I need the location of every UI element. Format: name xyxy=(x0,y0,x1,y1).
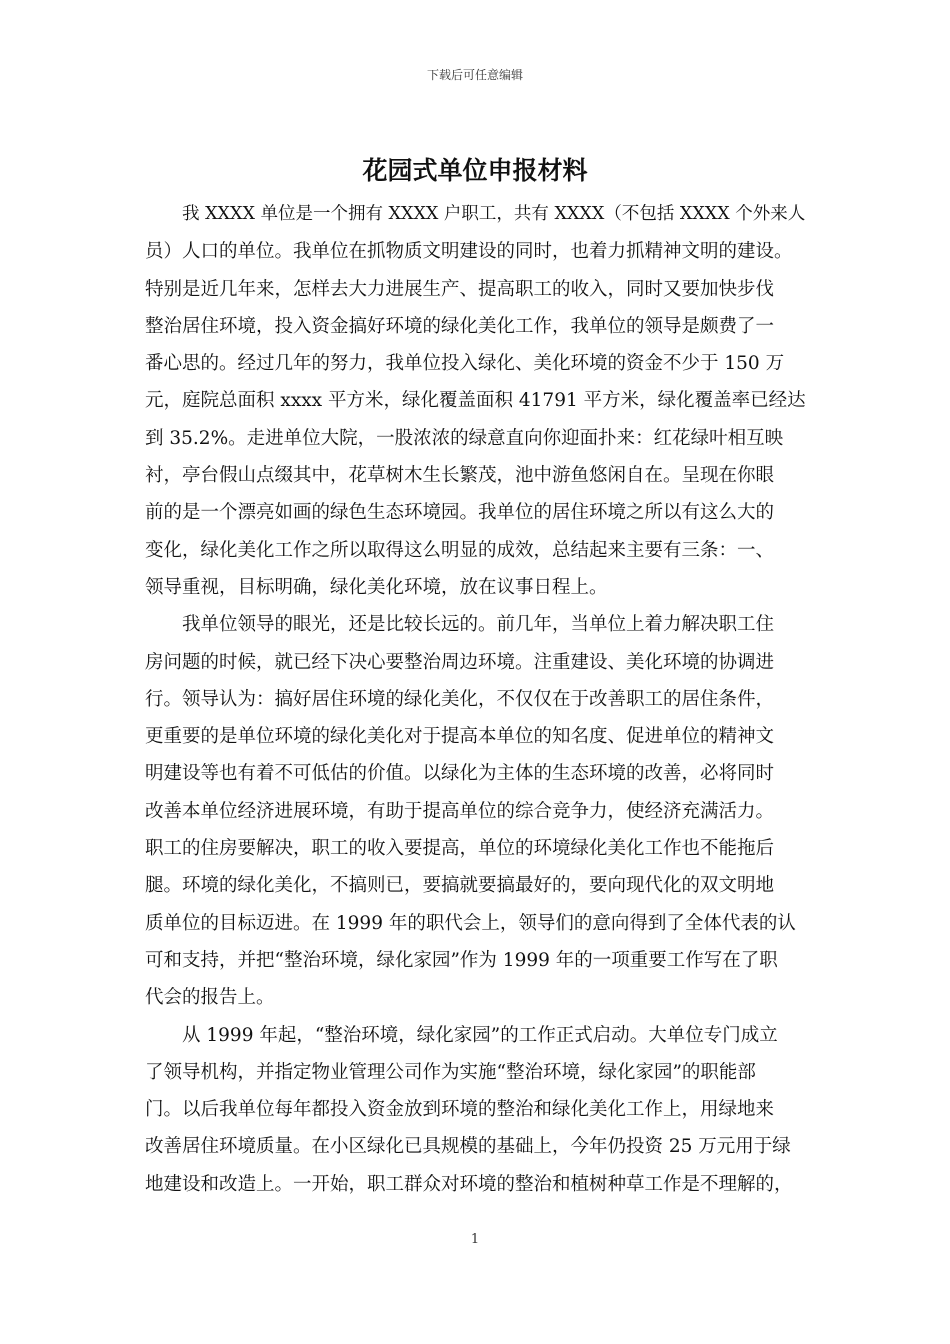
text-line: 行。领导认为：搞好居住环境的绿化美化，不仅仅在于改善职工的居住条件， xyxy=(145,688,775,710)
text-line: 代会的报告上。 xyxy=(145,987,275,1009)
text-line: 质单位的目标迈进。在 1999 年的职代会上，领导们的意向得到了全体代表的认 xyxy=(145,912,796,934)
text-line: 到 35.2%。走进单位大院，一股浓浓的绿意直向你迎面扑来：红花绿叶相互映 xyxy=(145,427,784,449)
text-line: 领导重视，目标明确，绿化美化环境，放在议事日程上。 xyxy=(145,576,608,598)
text-line: 地建设和改造上。一开始，职工群众对环境的整治和植树种草工作是不理解的， xyxy=(145,1173,793,1195)
document-title: 花园式单位申报材料 xyxy=(362,156,588,185)
text-line: 更重要的是单位环境的绿化美化对于提高本单位的知名度、促进单位的精神文 xyxy=(145,726,775,748)
paragraph-2 xyxy=(145,606,810,1016)
text-line: 改善居住环境质量。在小区绿化已具规模的基础上，今年仍投资 25 万元用于绿 xyxy=(145,1136,791,1158)
text-line: 我 XXXX 单位是一个拥有 XXXX 户职工，共有 XXXX（不包括 XXXX 个外来人 xyxy=(182,204,806,224)
text-line: 番心思的。经过几年的努力，我单位投入绿化、美化环境的资金不少于 150 万 xyxy=(145,353,785,375)
page-number: 1 xyxy=(470,1232,480,1247)
text-line: 从 1999 年起，“整治环境，绿化家园”的工作正式启动。大单位专门成立 xyxy=(182,1024,778,1046)
text-line: 衬，亭台假山点缀其中，花草树木生长繁茂，池中游鱼悠闲自在。呈现在你眼 xyxy=(145,465,775,487)
text-line: 明建设等也有着不可低估的价值。以绿化为主体的生态环境的改善，必将同时 xyxy=(145,763,775,785)
text-line: 了领导机构，并指定物业管理公司作为实施“整治环境，绿化家园”的职能部 xyxy=(145,1061,756,1083)
paragraph-1 xyxy=(145,196,810,606)
text-line: 员）人口的单位。我单位在抓物质文明建设的同时，也着力抓精神文明的建设。 xyxy=(145,241,793,263)
page-header: 下载后可任意编辑 xyxy=(426,68,523,82)
text-line: 变化，绿化美化工作之所以取得这么明显的成效，总结起来主要有三条：一、 xyxy=(145,539,775,561)
text-line: 门。以后我单位每年都投入资金放到环境的整治和绿化美化工作上，用绿地来 xyxy=(145,1099,775,1121)
text-line: 特别是近几年来，怎样去大力进展生产、提高职工的收入，同时又要加快步伐 xyxy=(145,278,775,300)
document-body xyxy=(145,196,810,1203)
text-line: 前的是一个漂亮如画的绿色生态环境园。我单位的居住环境之所以有这么大的 xyxy=(145,502,775,524)
text-line: 我单位领导的眼光，还是比较长远的。前几年，当单位上着力解决职工住 xyxy=(182,614,775,636)
text-line: 可和支持，并把“整治环境，绿化家园”作为 1999 年的一项重要工作写在了职 xyxy=(145,949,778,971)
text-line: 腿。环境的绿化美化，不搞则已，要搞就要搞最好的，要向现代化的双文明地 xyxy=(145,875,775,897)
text-line: 改善本单位经济进展环境，有助于提高单位的综合竞争力，使经济充满活力。 xyxy=(145,800,775,822)
text-line: 房问题的时候，就已经下决心要整治周边环境。注重建设、美化环境的协调进 xyxy=(145,651,775,673)
text-line: 元，庭院总面积 xxxx 平方米，绿化覆盖面积 41791 平方米，绿化覆盖率已经达 xyxy=(145,390,806,412)
text-line: 职工的住房要解决，职工的收入要提高，单位的环境绿化美化工作也不能拖后 xyxy=(145,838,775,860)
paragraph-3 xyxy=(145,1017,810,1203)
text-line: 整治居住环境，投入资金搞好环境的绿化美化工作，我单位的领导是颇费了一 xyxy=(145,315,775,337)
